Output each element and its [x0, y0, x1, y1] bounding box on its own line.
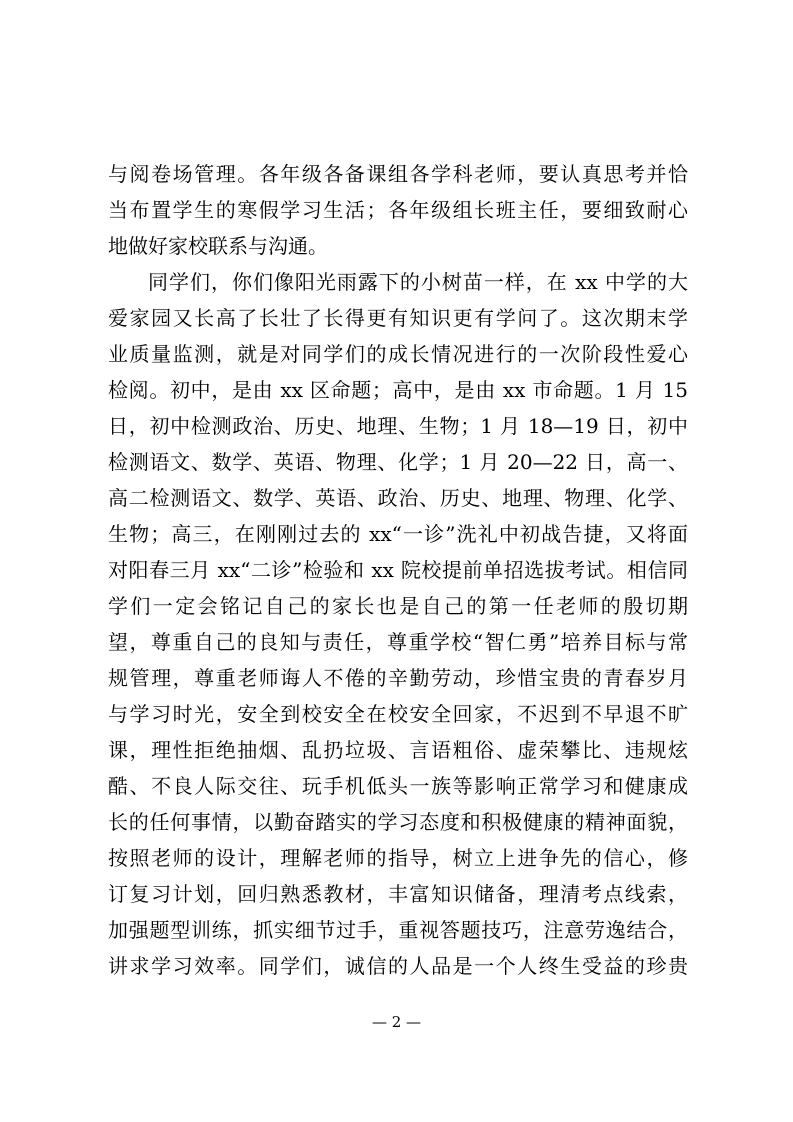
text-line: 地做好家校联系与沟通。 [108, 234, 328, 258]
text-line: 与阅卷场管理。各年级各备课组各学科老师，要认真思考并恰 [108, 162, 688, 186]
text-line: 同学们，你们像阳光雨露下的小树苗一样，在 xx 中学的大 [148, 270, 688, 294]
text-line: 按照老师的设计，理解老师的指导，树立上进争先的信心，修 [108, 846, 688, 870]
text-line: 规管理，尊重老师诲人不倦的辛勤劳动，珍惜宝贵的青春岁月 [108, 666, 688, 690]
text-line: 检阅。初中，是由 xx 区命题；高中，是由 xx 市命题。1 月 15 [108, 378, 688, 402]
text-line: 对阳春三月 xx“二诊”检验和 xx 院校提前单招选拔考试。相信同 [108, 558, 688, 582]
text-line: 订复习计划，回归熟悉教材，丰富知识储备，理清考点线索， [108, 882, 688, 906]
text-line: 与学习时光，安全到校安全在校安全回家，不迟到不早退不旷 [108, 702, 688, 726]
text-line: 日，初中检测政治、历史、地理、生物；1 月 18—19 日，初中 [108, 414, 688, 438]
text-line: 加强题型训练，抓实细节过手，重视答题技巧，注意劳逸结合， [108, 918, 688, 942]
text-line: 学们一定会铭记自己的家长也是自己的第一任老师的殷切期 [108, 594, 688, 618]
page-number: — 2 — [371, 1013, 422, 1031]
text-line: 业质量监测，就是对同学们的成长情况进行的一次阶段性爱心 [108, 342, 688, 366]
text-line: 高二检测语文、数学、英语、政治、历史、地理、物理、化学、 [108, 486, 688, 510]
text-line: 当布置学生的寒假学习生活；各年级组长班主任，要细致耐心 [108, 198, 688, 222]
text-line: 爱家园又长高了长壮了长得更有知识更有学问了。这次期末学 [108, 306, 688, 330]
text-line: 讲求学习效率。同学们，诚信的人品是一个人终生受益的珍贵 [108, 954, 688, 978]
text-line: 课，理性拒绝抽烟、乱扔垃圾、言语粗俗、虚荣攀比、违规炫 [108, 738, 688, 762]
text-line: 长的任何事情，以勤奋踏实的学习态度和积极健康的精神面貌， [108, 810, 688, 834]
text-line: 生物；高三，在刚刚过去的 xx“一诊”洗礼中初战告捷，又将面 [108, 522, 688, 546]
text-line: 酷、不良人际交往、玩手机低头一族等影响正常学习和健康成 [108, 774, 688, 798]
text-line: 检测语文、数学、英语、物理、化学；1 月 20—22 日，高一、 [108, 450, 688, 474]
text-line: 望，尊重自己的良知与责任，尊重学校“智仁勇”培养目标与常 [108, 630, 688, 654]
